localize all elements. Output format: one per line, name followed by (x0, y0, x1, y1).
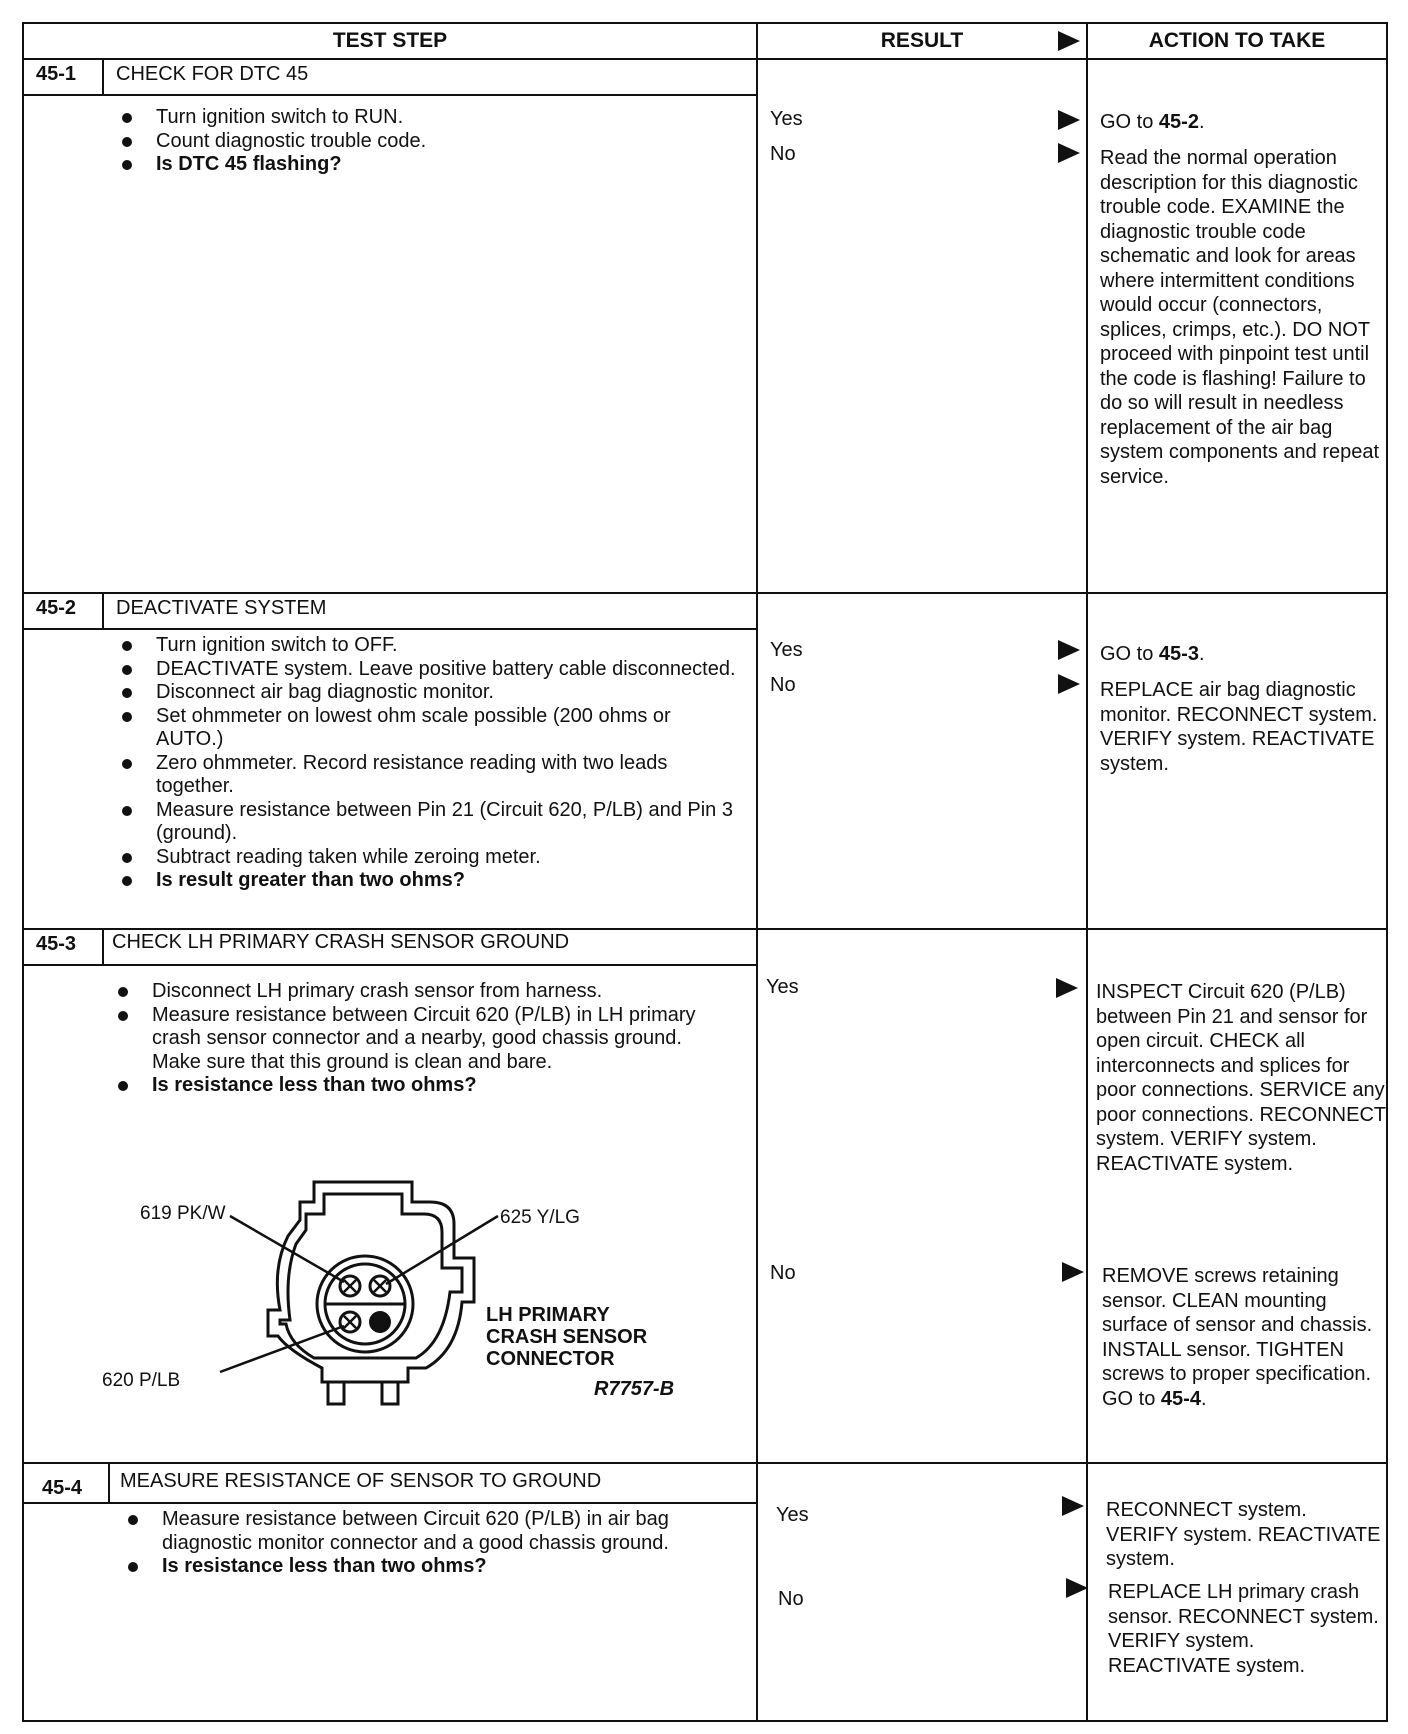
bullet-item: Disconnect LH primary crash sensor from harness. (116, 980, 736, 1004)
arrow-icon (1062, 1496, 1084, 1516)
header-divider (22, 58, 1388, 60)
figure-code: R7757-B (594, 1378, 675, 1400)
action-text: GO to 45-3. (1100, 643, 1205, 665)
result-yes: Yes (770, 639, 803, 661)
result-no: No (770, 1262, 796, 1284)
bullet-question: Is resistance less than two ohms? (126, 1555, 736, 1579)
arrow-icon (1062, 1262, 1084, 1282)
step-bullets (120, 634, 740, 893)
wire-label-620: 620 P/LB (102, 1370, 181, 1391)
row-divider (22, 592, 1388, 594)
result-no: No (770, 143, 796, 165)
row-divider (22, 928, 1388, 930)
result-no: No (778, 1588, 804, 1610)
step-number: 45-2 (36, 597, 77, 619)
bullet-item: Measure resistance between Circuit 620 (P/LB) in air bag diagnostic monitor connector and a good chassis ground. (126, 1508, 736, 1555)
step-number: 45-4 (42, 1477, 83, 1499)
arrow-icon (1058, 674, 1080, 694)
column-divider (1086, 22, 1088, 1722)
step-bullets (120, 106, 740, 177)
action-text: GO to 45-2. (1100, 111, 1205, 133)
action-text: RECONNECT system. VERIFY system. REACTIVATE system. (1106, 1499, 1381, 1570)
bullet-item: DEACTIVATE system. Leave positive battery cable disconnected. (120, 658, 740, 682)
header-result: RESULT (880, 29, 964, 52)
step-reference: 45-4 (1160, 1387, 1201, 1410)
header-action: ACTION TO TAKE (1148, 29, 1326, 52)
action-text: REPLACE LH primary crash sensor. RECONNECT system. VERIFY system. REACTIVATE system. (1108, 1581, 1379, 1677)
action-text: INSPECT Circuit 620 (P/LB) between Pin 21 and sensor for open circuit. CHECK all interconnects and splices for poor connections. SERVICE any poor connections. RECONNECT system. VERIFY system. REACTIVATE system. (1096, 981, 1386, 1175)
header-arrow-icon (1058, 31, 1080, 51)
step-number-divider (102, 58, 104, 94)
arrow-icon (1058, 640, 1080, 660)
arrow-icon (1058, 110, 1080, 130)
bullet-item: Turn ignition switch to RUN. (120, 106, 740, 130)
bullet-question: Is DTC 45 flashing? (120, 153, 740, 177)
arrow-icon (1056, 978, 1078, 998)
step-reference: 45-3 (1158, 643, 1199, 665)
column-divider (756, 22, 758, 1722)
bullet-item: Set ohmmeter on lowest ohm scale possible (200 ohms or AUTO.) (120, 705, 740, 752)
step-title: MEASURE RESISTANCE OF SENSOR TO GROUND (120, 1470, 602, 1492)
step-number: 45-1 (36, 63, 77, 85)
step-title-divider (22, 1502, 756, 1504)
step-title-divider (22, 964, 756, 966)
step-title-divider (22, 628, 756, 630)
bullet-question: Is result greater than two ohms? (120, 869, 740, 893)
action-text: REMOVE screws retaining sensor. CLEAN mounting surface of sensor and chassis. INSTALL sensor. TIGHTEN screws to proper specification. GO to 45-4. (1102, 1265, 1373, 1410)
arrow-icon (1066, 1578, 1088, 1598)
bullet-item: Disconnect air bag diagnostic monitor. (120, 681, 740, 705)
wire-label-619: 619 PK/W (140, 1203, 226, 1224)
action-text: REPLACE air bag diagnostic monitor. RECONNECT system. VERIFY system. REACTIVATE system. (1100, 679, 1378, 775)
result-yes: Yes (776, 1504, 809, 1526)
bullet-question: Is resistance less than two ohms? (116, 1074, 736, 1098)
bullet-item: Zero ohmmeter. Record resistance reading with two leads together. (120, 752, 740, 799)
step-reference: 45-2 (1158, 111, 1199, 133)
step-title-divider (22, 94, 756, 96)
result-no: No (770, 674, 796, 696)
step-number-divider (102, 592, 104, 628)
step-title: CHECK FOR DTC 45 (116, 63, 309, 85)
step-number: 45-3 (36, 933, 77, 955)
row-divider (22, 1462, 1388, 1464)
step-bullets (116, 980, 736, 1098)
header-test-step: TEST STEP (332, 29, 448, 52)
step-number-divider (108, 1462, 110, 1502)
result-yes: Yes (770, 108, 803, 130)
step-title: CHECK LH PRIMARY CRASH SENSOR GROUND (112, 931, 570, 953)
wire-label-625: 625 Y/LG (500, 1207, 580, 1228)
step-number-divider (102, 928, 104, 964)
bullet-item: Measure resistance between Circuit 620 (P/LB) in LH primary crash sensor connector and a nearby, good chassis ground. Make sure that this ground is clean and bare. (116, 1004, 736, 1075)
bullet-item: Measure resistance between Pin 21 (Circuit 620, P/LB) and Pin 3 (ground). (120, 799, 740, 846)
step-title: DEACTIVATE SYSTEM (116, 597, 327, 619)
action-text: Read the normal operation description for this diagnostic trouble code. EXAMINE the diagnostic trouble code schematic and look for areas where intermittent conditions would occur (connectors, splices, crimps, etc.). DO NOT proceed with pinpoint test until the code is flashing! Failure to do so will result in needless replacement of the air bag system components and repeat service. (1100, 147, 1380, 488)
bullet-item: Turn ignition switch to OFF. (120, 634, 740, 658)
figure-caption: LH PRIMARY CRASH SENSOR CONNECTOR (486, 1304, 648, 1370)
result-yes: Yes (766, 976, 799, 998)
test-step-table (22, 22, 1388, 1722)
arrow-icon (1058, 143, 1080, 163)
step-bullets (126, 1508, 736, 1579)
bullet-item: Subtract reading taken while zeroing meter. (120, 846, 740, 870)
bullet-item: Count diagnostic trouble code. (120, 130, 740, 154)
